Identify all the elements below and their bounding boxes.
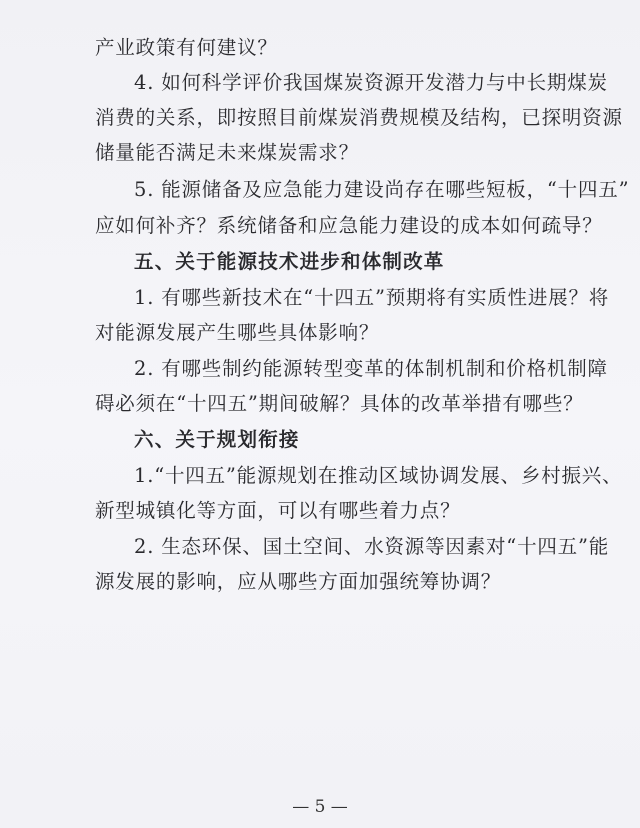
text-line: 产业政策有何建议？ bbox=[95, 36, 278, 59]
text-line: 1.“十四五”能源规划在推动区域协调发展、乡村振兴、 bbox=[134, 464, 623, 487]
text-line: 4. 如何科学评价我国煤炭资源开发潜力与中长期煤炭 bbox=[134, 71, 608, 94]
section-heading-5: 五、关于能源技术进步和体制改革 bbox=[134, 250, 445, 273]
section-heading-6: 六、关于规划衔接 bbox=[134, 428, 300, 451]
text-line: 储量能否满足未来煤炭需求？ bbox=[95, 141, 359, 164]
text-line: 5. 能源储备及应急能力建设尚存在哪些短板，“十四五” bbox=[134, 178, 630, 201]
text-line: 1. 有哪些新技术在“十四五”预期将有实质性进展？将 bbox=[134, 286, 610, 309]
text-line: 2. 生态环保、国土空间、水资源等因素对“十四五”能 bbox=[134, 535, 610, 558]
page-number: — 5 — bbox=[292, 797, 348, 817]
text-line: 2. 有哪些制约能源转型变革的体制机制和价格机制障 bbox=[134, 357, 608, 380]
text-line: 碍必须在“十四五”期间破解？具体的改革举措有哪些？ bbox=[95, 392, 584, 415]
text-line: 消费的关系，即按照目前煤炭消费规模及结构，已探明资源 bbox=[95, 106, 623, 129]
text-line: 对能源发展产生哪些具体影响？ bbox=[95, 321, 380, 344]
text-line: 新型城镇化等方面，可以有哪些着力点？ bbox=[95, 499, 461, 522]
text-line: 应如何补齐？系统储备和应急能力建设的成本如何疏导？ bbox=[95, 214, 603, 237]
text-line: 源发展的影响，应从哪些方面加强统筹协调？ bbox=[95, 570, 502, 593]
